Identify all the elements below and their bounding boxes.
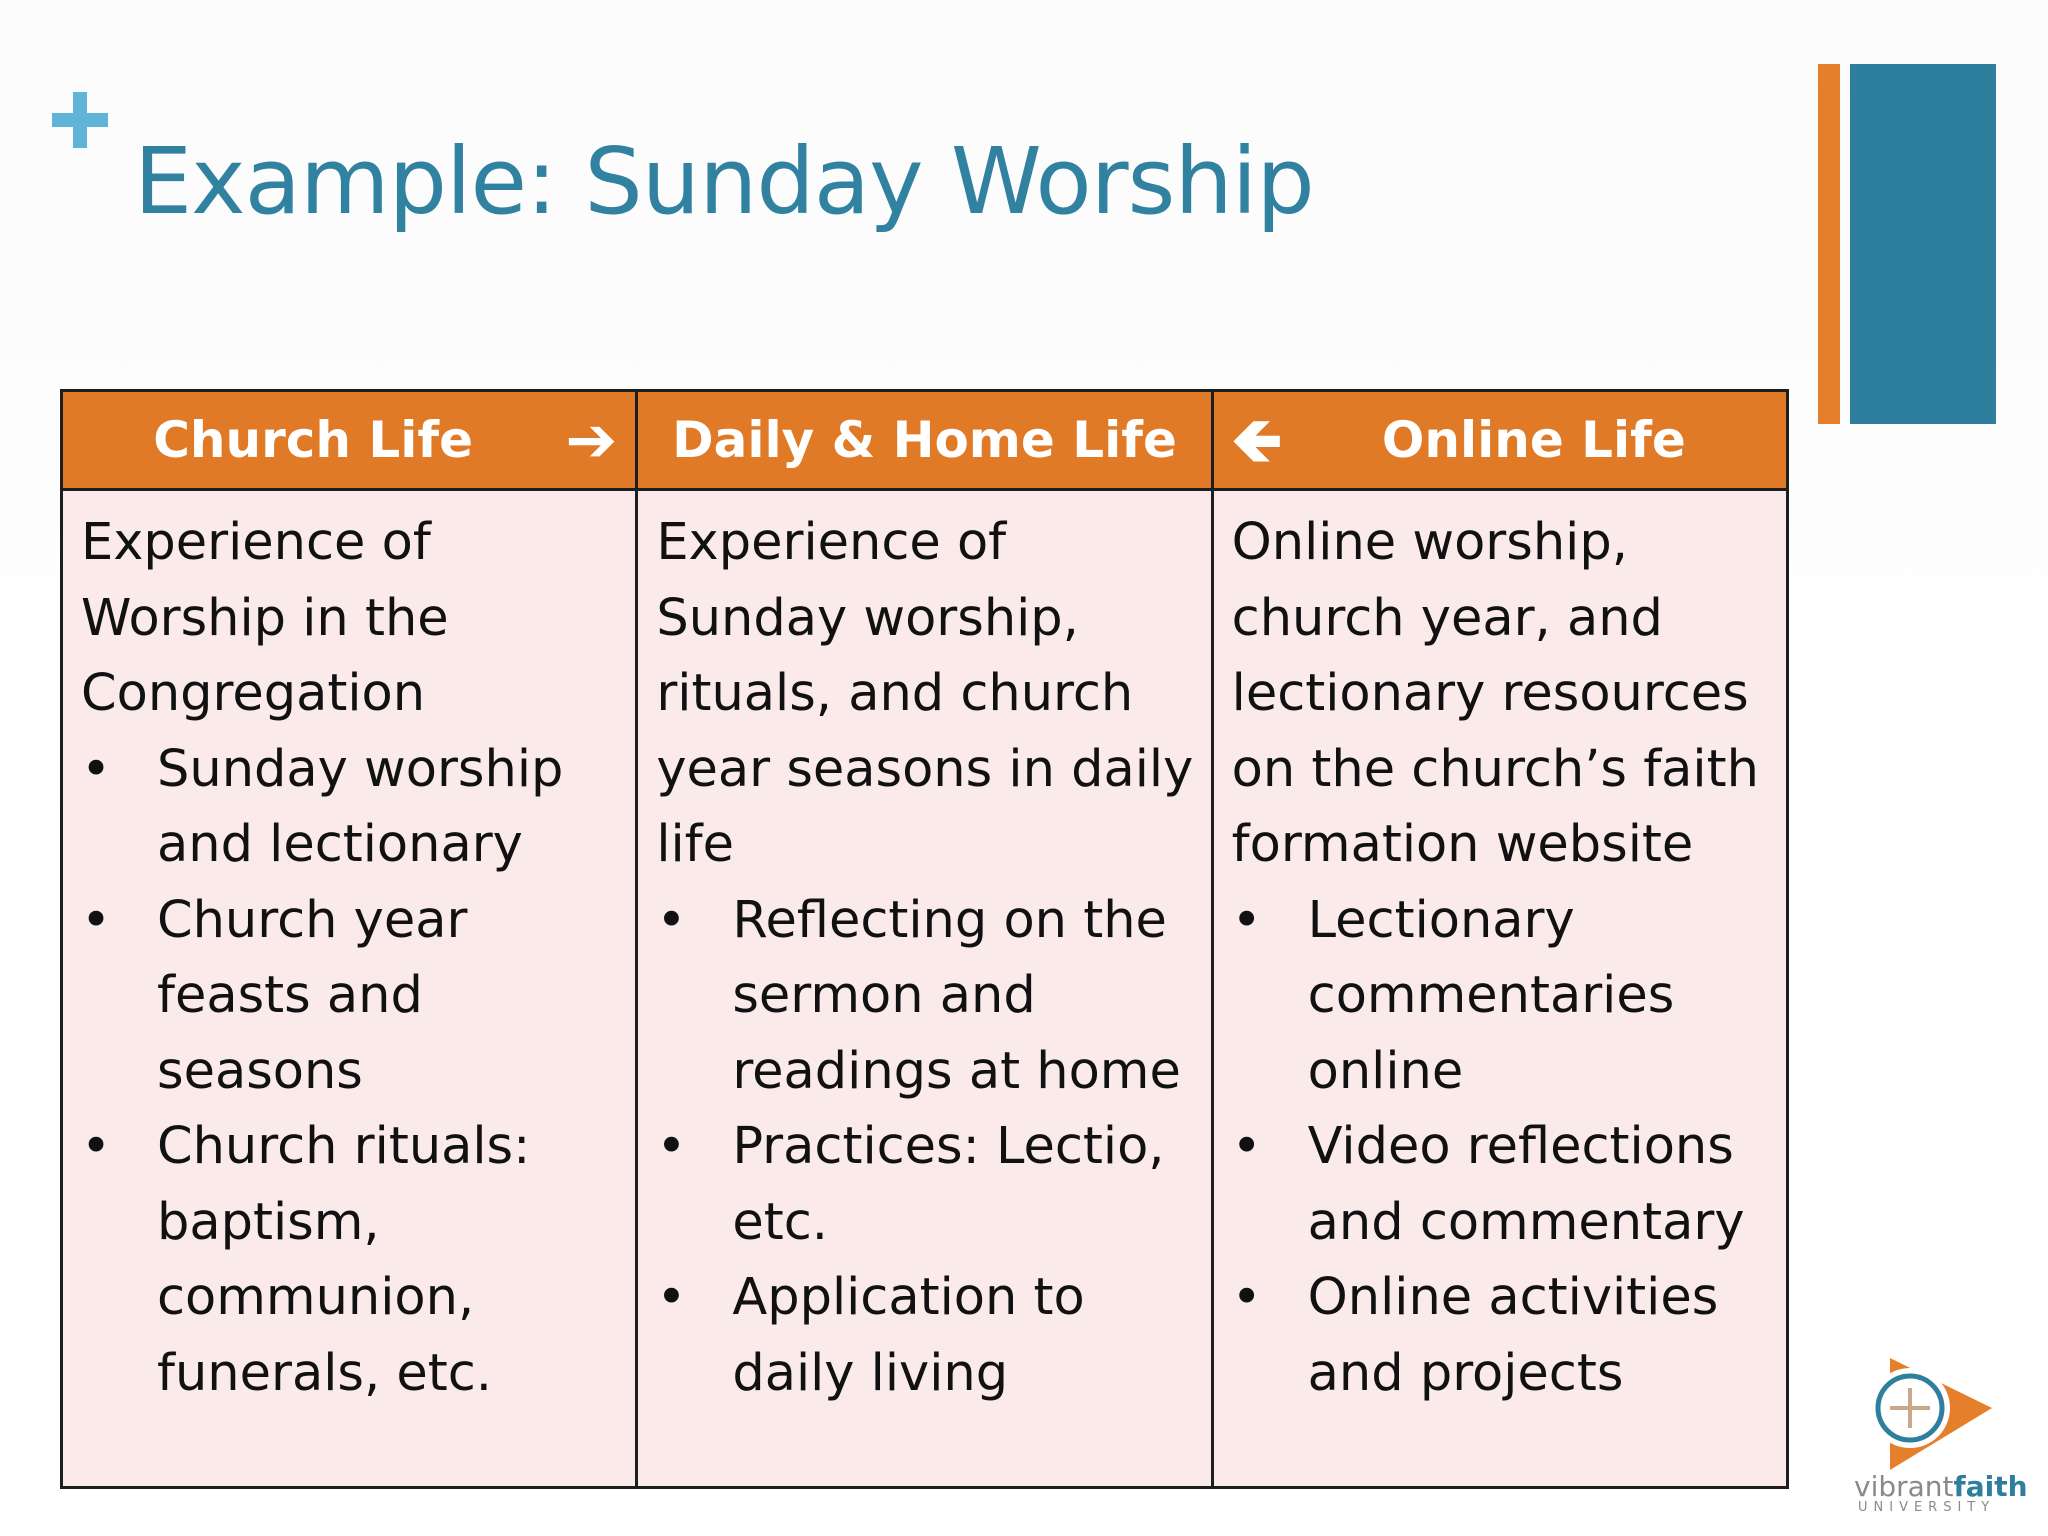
logo-brand-light: vibrant	[1854, 1470, 1954, 1503]
cell-daily-home-life	[637, 490, 1212, 1488]
cell-church-life	[62, 490, 637, 1488]
header-church-life	[62, 391, 637, 490]
logo-wordmark	[1854, 1470, 2028, 1503]
arrow-right-icon: ➔	[565, 403, 618, 476]
arrow-left-icon: 🡸	[1231, 403, 1283, 476]
list-item: • Video reflections and commentary	[1232, 1109, 1770, 1260]
list-item: • Practices: Lectio, etc.	[656, 1109, 1194, 1260]
header-daily-home-life	[637, 391, 1212, 490]
header-label: Daily & Home Life	[672, 411, 1177, 469]
header-label: Online Life	[1381, 411, 1686, 469]
list-item: • Church rituals: baptism, communion, funerals, etc.	[81, 1109, 619, 1411]
comparison-table	[60, 389, 1789, 1489]
cell-intro: Experience of Sunday worship, rituals, and church year seasons in daily life	[656, 513, 1194, 874]
bullet-list	[656, 883, 1194, 1412]
header-online-life	[1212, 391, 1787, 490]
cell-online-life	[1212, 490, 1787, 1488]
list-item: • Online activities and projects	[1232, 1260, 1770, 1411]
accent-bar-blue	[1850, 64, 1996, 424]
list-item: • Application to daily living	[656, 1260, 1194, 1411]
header-row	[62, 391, 1788, 490]
slide-title: Example: Sunday Worship	[134, 128, 1314, 235]
content-row	[62, 490, 1788, 1488]
list-item: • Reflecting on the sermon and readings at home	[656, 883, 1194, 1110]
cell-intro: Online worship, church year, and lectionary resources on the church’s faith formation website	[1231, 513, 1759, 874]
bullet-list	[81, 732, 619, 1412]
plus-icon	[52, 92, 108, 148]
list-item: • Church year feasts and seasons	[81, 883, 619, 1110]
cell-intro: Experience of Worship in the Congregation	[81, 513, 449, 723]
bullet-list	[1232, 883, 1770, 1412]
logo-subtitle: UNIVERSITY	[1858, 1500, 1996, 1515]
header-label: Church Life	[153, 411, 474, 469]
list-item: • Sunday worship and lectionary	[81, 732, 619, 883]
accent-bar-orange	[1818, 64, 1840, 424]
list-item: • Lectionary commentaries online	[1232, 883, 1770, 1110]
logo-brand-bold: faith	[1953, 1470, 2028, 1503]
